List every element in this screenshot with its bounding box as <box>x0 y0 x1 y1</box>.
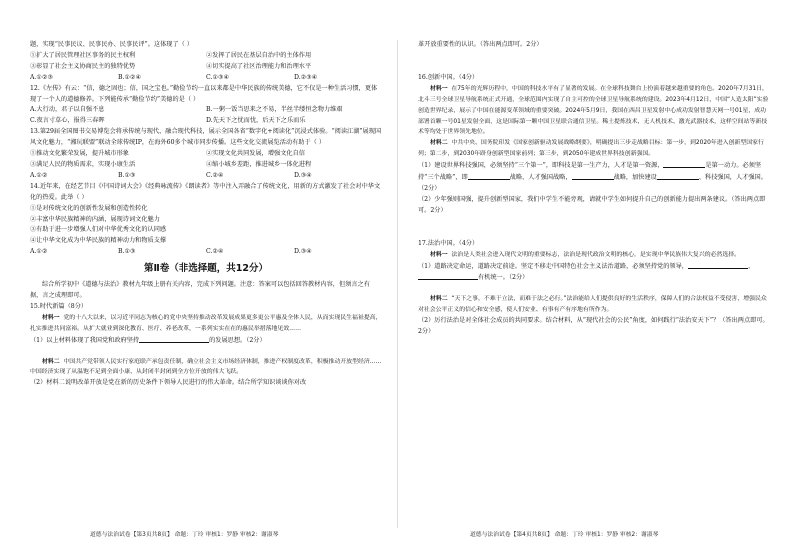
answer-blank[interactable] <box>663 160 705 168</box>
q12-option: D.先天下之忧而忧，后天下之乐而乐 <box>206 117 306 125</box>
material-label: 材料一 <box>42 314 60 321</box>
material-text: 中共中央、国务院印发《国家创新驱动发展战略纲要》，明确提出三步走战略目标：第一步，到2020年进入创新型国家行列；第二步，到2030年跻身创新型国家前列；第三步，到2050年建成世界科技创新强国。 <box>418 140 764 158</box>
material-text: 中国共产党带领人民实行家庭联产承包责任制，确立社会主义市场经济体制，推进产权制度改革，积极推动开放型经济……中国经济实现了从温饱不足到全面小康、从封闭半封闭到全方位开放的伟大飞跃。 <box>30 358 382 376</box>
q14-option: ①是对传统文化的创新性发展和创造性转化 <box>30 204 148 212</box>
q11-option: ③彰显了社会主义协商民主的独特优势 <box>30 62 136 70</box>
q11-choice: A.①②③ <box>30 73 54 81</box>
answer-space[interactable] <box>418 217 770 239</box>
answer-space[interactable] <box>418 284 770 294</box>
material-label: 材料一 <box>430 85 448 92</box>
material-text: 党的十八大以来，以习近平同志为核心的党中央坚持推动改革发展成果更多更公平惠及全体人民，从而实现民生福祉提高，扎实推进共同富裕。从扩大就业到深化教育、医疗、养老改革，一系列实实在在的惠民举措落地见效…… <box>30 314 382 332</box>
q13-option: ④缩小城乡差距，推进城乡一体化进程 <box>206 160 312 168</box>
answer-blank[interactable] <box>139 335 209 343</box>
q14-option: ②丰富中华民族精神的内涵，展现诗词文化魅力 <box>30 215 160 223</box>
q11-options-row-2 <box>30 62 382 73</box>
column-divider <box>397 40 398 528</box>
q12-option: A.大行动，君子以自强不息 <box>30 106 105 114</box>
answer-space[interactable] <box>30 347 382 357</box>
page-footer-right: 道德与法治试卷【第4页共8页】 命题：丁玲 审核1：罗静 审核2：谢淑琴 <box>470 532 659 538</box>
q16-sub1-d: 战略，加快建设 <box>613 174 657 182</box>
q12-option: C.夜言寸草心，报得三春晖 <box>30 117 105 125</box>
section-2-intro: 综合所学初中《道德与法治》教材九年级上册有关内容，完成下列问题。注意：答案可以包括回答教材内容，但须言之有据，言之成理即可。 <box>30 281 370 300</box>
q11-stem: 题，实现“民事民议、民事民办、民事民评”。这体现了（ ） <box>30 41 193 48</box>
material-label: 材料二 <box>430 296 448 303</box>
q11-option: ④切实提高了社区治理能力和治理水平 <box>206 62 312 70</box>
q11-choices <box>30 73 382 84</box>
q13-option: ③满足人民的物质需求，实现小康生活 <box>30 160 136 168</box>
q16-sub1-e: 、科技强国，人才强国。（2分） <box>418 174 767 192</box>
q16-material-1 <box>418 84 770 139</box>
q16-sub1-a: （1）建设世界科技强国，必须坚持“三个第一”，即科技是第一生产力，人才是第一资源， <box>418 162 664 170</box>
material-label: 材料二 <box>42 358 60 365</box>
answer-space[interactable] <box>418 51 770 73</box>
q13-option: ②实现文化共同发展，增强文化自信 <box>206 150 305 158</box>
q13-choices <box>30 171 382 182</box>
q17-sub1-b: 有机统一。（2分） <box>478 274 529 282</box>
q13-options-row-1 <box>30 149 382 160</box>
q13-stem: 13.第29届全国图书交易博览会将承传统与现代，融合现代科技，展示全国各省“数字化+阅读化”沉浸式体验。“阅读江湖”展现国风文化魅力，“湘玩联盟”联动全球传统IP，在海外60多个城市同步传播。这些文化交流展览活动有助于（ ） <box>30 128 382 147</box>
answer-blank[interactable] <box>572 172 614 180</box>
answer-blank[interactable] <box>688 261 748 269</box>
q11-option: ②发挥了居民在基层自治中的主体作用 <box>206 51 312 59</box>
material-text: “天下之事，不难于立法，而难于法之必行。”法治能给人们提供良好的生活秩序，保障人们的合法权益不受侵害，增强民众对社会公平正义的信心和安全感，使人们安业、有事有产有序地有所作为。 <box>418 296 767 314</box>
q15-sub1-end: 的发展思想。（2分） <box>209 336 266 344</box>
q17-sub1-a: （1）道路决定命运，道路决定前途。坚定不移走中国特色社会主义法治道路，必须坚持党的领导， <box>418 262 688 270</box>
q13-choice: D.③④ <box>294 171 312 179</box>
material-text: 法治是人类社会进入现代文明的重要标志，法治是现代政治文明的核心，是实现中华民族伟大复兴的必然选择。 <box>451 251 741 258</box>
q17-subquestion-1: （1）道路决定命运，道路决定前途。坚定不移走中国特色社会主义法治道路，必须坚持党的领导， 、有机统一。（2分） <box>418 262 755 282</box>
left-column <box>30 40 382 530</box>
q15-material-2 <box>30 357 382 379</box>
q11-choice: D.②③④ <box>294 73 318 81</box>
q16-sub1-c: 战略、人才强国战略， <box>509 174 572 182</box>
q14-choice: D.③④ <box>294 248 312 256</box>
q16-subquestion-1 <box>418 160 770 195</box>
q15-subquestion-1 <box>30 335 382 347</box>
q14-stem: 14.近年来，在经艺节目《中国诗词大会》《经典咏流传》《朗读者》等中注入弄融合了传统文化，用新的方式激发了社会对中华文化的热爱。此举（ ） <box>30 182 381 201</box>
page-footer-left: 道德与法治试卷【第3页共8页】 命题：丁玲 审核1：罗静 审核2：谢淑琴 <box>90 532 279 538</box>
q13-choice: A.①② <box>30 171 48 179</box>
q14-choice: C.②④ <box>206 248 224 256</box>
q12-options-row-2 <box>30 116 382 127</box>
q12-option: B.一粥一饭当思来之不易，半丝半缕恒念物力维艰 <box>206 106 343 114</box>
q13-choice: B.①③ <box>118 171 136 179</box>
q13-choice: C.②④ <box>206 171 224 179</box>
right-column <box>418 40 770 530</box>
q11-option: ①扩大了居民管理社区事务的民主权利 <box>30 51 136 59</box>
q12-stem: 12.《左传》有云：“信，德之固也；信，国之宝也。”勤俭节约一直以来都是中华民族的传统美德，它不仅是一种生活习惯，更体现了一个人的道德修养。下列能传承“勤俭节约”美德的是（ ） <box>30 84 378 103</box>
material-label: 材料二 <box>430 140 448 147</box>
q17-material-1 <box>418 250 770 261</box>
q15-sub1-text: （1）以上材料体现了我国党和政府坚持 <box>30 336 140 344</box>
q14-option: ③有助于进一步增强人们对中华优秀文化的认同感 <box>30 226 167 234</box>
answer-blank[interactable] <box>418 272 478 280</box>
q16-sub1-b: 是第一动力。必须坚持“三个战略”，即 <box>418 162 762 182</box>
material-label: 材料一 <box>430 251 448 258</box>
q14-choice: B.①③ <box>118 248 136 256</box>
q17-material-2 <box>418 294 770 316</box>
q11-choice: B.①②④ <box>118 73 142 81</box>
q14-choices <box>30 247 382 258</box>
q15-material-1 <box>30 313 382 335</box>
q16-subquestion-2: （2）少年强则国强，提升创新型国家，我们中学生不能旁观，请就中学生如何提升自己的创新能力提出两条建议。（答出两点即可。2分） <box>418 195 766 214</box>
answer-blank[interactable] <box>468 172 510 180</box>
q14-option: ④让中华文化成为中华民族的精神动力和物质支撑 <box>30 237 167 245</box>
answer-blank[interactable] <box>657 172 699 180</box>
section-2-title: 第Ⅱ卷（非选择题，共12分） <box>144 263 268 275</box>
q11-choice: C.①③④ <box>206 73 230 81</box>
q14-choice: A.①② <box>30 248 48 256</box>
q11-options-row-1 <box>30 51 382 62</box>
q17-subquestion-2: （2）厉行法治是对全体社会成员的共同要求。结合材料，从“现代社会的公民”角度，如何践行“法治安天下”？（答出两点即可。2分） <box>418 317 769 336</box>
q13-option: ①推动文化繁荣发展，提升城市形象 <box>30 150 129 158</box>
material-text: 在75年的光辉历程中，中国的科技水平有了显著的发展。在全球科技舞台上扮演着越来越重要的角色。2020年7月31日，北斗三号全球卫星导航系统正式开通，全球范围内实现了自主可控的全球卫星导航系统的建设。2023年4月12日，中国“人造太阳”实验创造世界纪录，展示了中国在能源变革领域的重要突破。2024年5月9日，我国在西昌卫星发射中心成功发射智慧天网一号01星，成功部署首颗一号01星发射全面，这是国际第一颗中国卫星联合通信卫星。稀土提炼技术，无人机技术、激光武器技术，这样空间站等新技术等均处于世界领先地位。 <box>418 85 769 136</box>
q16-material-2 <box>418 138 770 160</box>
q16-title: 16.创新中国。（4分） <box>418 73 479 81</box>
q12-options-row-1 <box>30 105 382 116</box>
q15-carry-over: 革开放重要性的认识。（答出两点即可。2分） <box>418 41 543 48</box>
q13-options-row-2 <box>30 160 382 171</box>
q15-subquestion-2: （2）材料二说明改革开放是党在新的历史条件下领导人民进行的伟大革命。结合所学知识谈谈你对改 <box>30 379 307 387</box>
q15-title: 15.时代新篇（8分） <box>30 302 88 310</box>
q17-title: 17.法治中国。（4分） <box>418 239 479 247</box>
